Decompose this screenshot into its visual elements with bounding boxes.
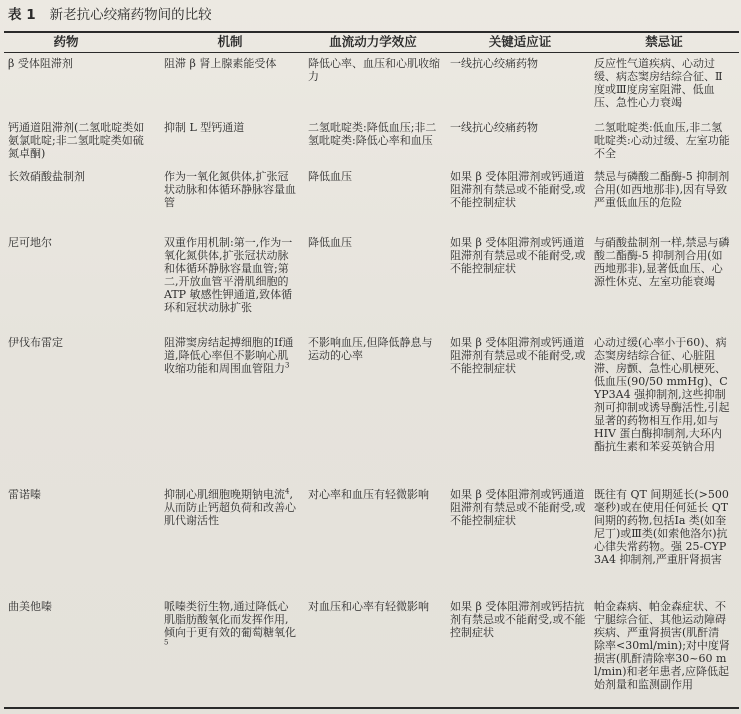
row-5-hemodynamic: 不影响血压,但降低静息与运动的心率 (308, 336, 433, 362)
row-6-mechanism-text: 抑制心肌细胞晚期钠电流 (164, 488, 285, 501)
row-5-drug: 伊伐布雷定 (8, 336, 63, 349)
table-title: 新老抗心绞痛药物间的比较 (49, 7, 212, 23)
row-4-hemodynamic: 降低血压 (308, 236, 352, 249)
header-mechanism: 机制 (217, 34, 243, 49)
row-6-mechanism (164, 488, 298, 527)
row-3-hemodynamic: 降低血压 (308, 170, 352, 183)
row-6-mechanism-ref: 4 (285, 487, 290, 496)
table-bottom-rule (4, 707, 739, 709)
row-7-mechanism (164, 600, 298, 652)
row-1-indication: 一线抗心绞痛药物 (450, 57, 538, 70)
header-drug: 药物 (53, 34, 79, 49)
row-4-mechanism: 双重作用机制:第一,作为一氧化氮供体,扩张冠状动脉和体循环静脉容量血管;第二,开放血管平滑肌细胞的 ATP 敏感性钾通道,致体循环和冠状动脉扩张 (164, 236, 293, 314)
row-5-mechanism (164, 336, 298, 375)
row-4-contraindication: 与硝酸盐制剂一样,禁忌与磷酸二酯酶-5 抑制剂合用(如西地那非),显著低血压、心源性休克、左室功能衰竭 (594, 236, 730, 288)
row-1-hemodynamic: 降低心率、血压和心肌收缩力 (308, 57, 440, 83)
table-caption (8, 6, 212, 24)
row-1-contraindication: 反应性气道疾病、心动过缓、病态窦房结综合征、Ⅱ度或Ⅲ度房室阻滞、低血压、急性心力衰竭 (594, 57, 723, 109)
row-6-drug: 雷诺嗪 (8, 488, 41, 501)
header-indication: 关键适应证 (488, 34, 552, 49)
row-4-drug: 尼可地尔 (8, 236, 52, 249)
row-1-mechanism: 阻滞 β 肾上腺素能受体 (164, 57, 277, 70)
row-3-contraindication: 禁忌与磷酸二酯酶-5 抑制剂合用(如西地那非),因有导致严重低血压的危险 (594, 170, 730, 209)
row-6-mechanism-tail: ,从而防止钙超负荷和改善心肌代谢活性 (164, 488, 296, 527)
table-header-rule (4, 52, 739, 53)
row-7-indication: 如果 β 受体阻滞剂或钙拮抗剂有禁忌或不能耐受,或不能控制症状 (450, 600, 586, 639)
row-3-indication: 如果 β 受体阻滞剂或钙通道阻滞剂有禁忌或不能耐受,或不能控制症状 (450, 170, 586, 209)
row-2-contraindication: 二氢吡啶类:低血压,非二氢吡啶类:心动过缓、左室功能不全 (594, 121, 730, 160)
row-6-contraindication: 既往有 QT 间期延长(>500 毫秒)或在使用任何延长 QT 间期的药物,包括Ⅰa 类(如奎尼丁)或Ⅲ类(如索他洛尔)抗心律失常药物。强 25-CYP3A4 抑制剂,严重肝肾损害 (594, 488, 729, 566)
row-3-drug: 长效硝酸盐制剂 (8, 170, 85, 183)
table-label: 表 1 (8, 7, 36, 23)
row-6-hemodynamic: 对心率和血压有轻微影响 (308, 488, 429, 501)
table-top-rule (4, 31, 739, 33)
row-2-indication: 一线抗心绞痛药物 (450, 121, 538, 134)
row-4-indication: 如果 β 受体阻滞剂或钙通道阻滞剂有禁忌或不能耐受,或不能控制症状 (450, 236, 586, 275)
row-7-mechanism-ref: 5 (164, 638, 169, 647)
row-7-contraindication: 帕金森病、帕金森症状、不宁腿综合征、其他运动障碍疾病、严重肾损害(肌酐清除率<30ml/min);对中度肾损害(肌酐清除率30~60 ml/min)和老年患者,应降低起始剂量和监测副作用 (594, 600, 730, 691)
row-5-mechanism-ref: 3 (285, 361, 290, 370)
row-5-contraindication: 心动过缓(心率小于60)、病态窦房结综合征、心脏阻滞、房颤、急性心肌梗死、低血压(90/50 mmHg)、CYP3A4 强抑制剂,这些抑制剂可抑制或诱导酶活性,引起显著的药物相互作用,如与 HIV 蛋白酶抑制剂,大环内酯抗生素和苯妥英钠合用 (594, 336, 730, 453)
header-hemodynamic: 血流动力学效应 (329, 34, 417, 49)
row-7-hemodynamic: 对血压和心率有轻微影响 (308, 600, 429, 613)
row-7-mechanism-text: 哌嗪类衍生物,通过降低心肌脂肪酸氧化而发挥作用,倾向于更有效的葡萄糖氧化 (164, 600, 296, 639)
row-3-mechanism: 作为一氧化氮供体,扩张冠状动脉和体循环静脉容量血管 (164, 170, 296, 209)
row-2-mechanism: 抑制 L 型钙通道 (164, 121, 245, 134)
row-2-drug: 钙通道阻滞剂(二氢吡啶类如氨氯吡啶;非二氢吡啶类如硫氮卓酮) (8, 121, 145, 160)
row-2-hemodynamic: 二氢吡啶类:降低血压;非二氢吡啶类:降低心率和血压 (308, 121, 437, 147)
header-contraindication: 禁忌证 (645, 34, 683, 49)
row-7-drug: 曲美他嗪 (8, 600, 52, 613)
row-5-indication: 如果 β 受体阻滞剂或钙通道阻滞剂有禁忌或不能耐受,或不能控制症状 (450, 336, 586, 375)
row-6-indication: 如果 β 受体阻滞剂或钙通道阻滞剂有禁忌或不能耐受,或不能控制症状 (450, 488, 586, 527)
row-5-mechanism-text: 阻滞窦房结起搏细胞的If通道,降低心率但不影响心肌收缩功能和周围血管阻力 (164, 336, 294, 375)
row-1-drug: β 受体阻滞剂 (8, 57, 73, 70)
